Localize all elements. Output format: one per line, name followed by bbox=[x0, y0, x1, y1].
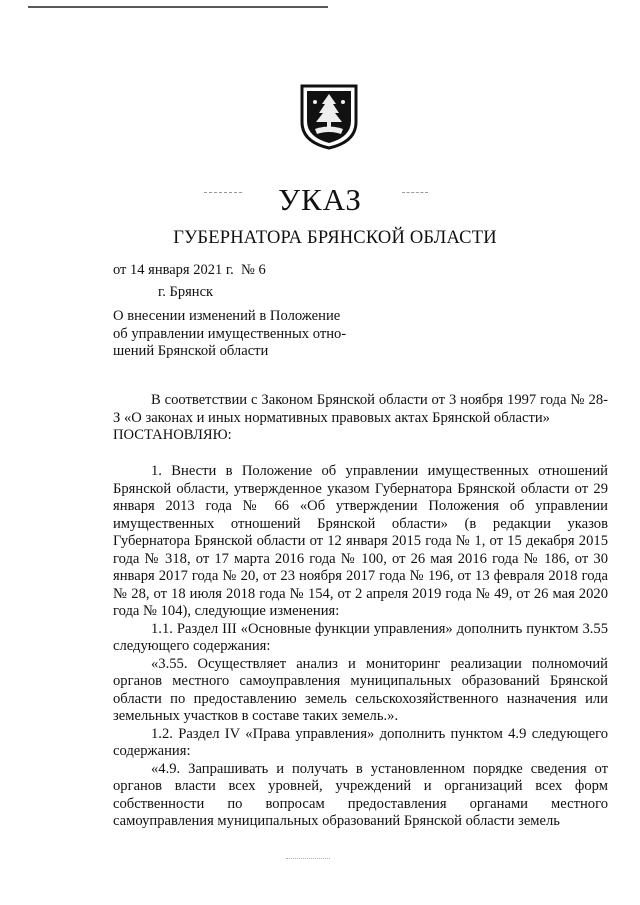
document-subject bbox=[113, 308, 373, 361]
body-paragraph: 1.1. Раздел III «Основные функции управления» дополнить пунктом 3.55 следующего содержания: bbox=[113, 620, 608, 654]
scan-mark bbox=[286, 858, 330, 859]
body-paragraph: 1. Внести в Положение об управлении имущественных отношений Брянской области, утвержденное указом Губернатора Брянской области от 29 января 2013 года № 66 «Об утверждении Положения об управлении имущественных отношений Брянской области» (в редакции указов Губернатора Брянской области от 12 января 2015 года № 1, от 15 декабря 2015 года № 318, от 17 марта 2016 года № 100, от 26 мая 2016 года № 186, от 30 января 2017 года № 20, от 23 ноября 2017 года № 196, от 13 февраля 2018 года № 28, от 18 июля 2018 года № 154, от 2 апреля 2019 года № 49, от 26 мая 2020 года № 104), следующие изменения: bbox=[113, 463, 608, 619]
top-scan-edge-line bbox=[28, 6, 328, 8]
bryansk-coat-of-arms-icon bbox=[298, 82, 360, 150]
subject-line: об управлении имущественных отно- bbox=[113, 325, 347, 342]
preamble-block bbox=[113, 392, 608, 445]
subject-line: шений Брянской области bbox=[113, 343, 269, 359]
postanovlyayu-text: ПОСТАНОВЛЯЮ: bbox=[113, 427, 232, 443]
document-subtitle: ГУБЕРНАТОРА БРЯНСКОЙ ОБЛАСТИ bbox=[173, 228, 497, 248]
preamble-text: В соответствии с Законом Брянской области от 3 ноября 1997 года № 28-З «О законах и иных нормативных правовых актах Брянской области» bbox=[113, 392, 608, 426]
subject-line: О внесении изменений в Положение bbox=[113, 308, 341, 324]
document-body bbox=[113, 463, 608, 831]
body-paragraph: 1.2. Раздел IV «Права управления» дополнить пунктом 4.9 следующего содержания: bbox=[113, 725, 608, 759]
body-paragraph: «3.55. Осуществляет анализ и мониторинг реализации полномочий органов местного самоуправления муниципальных образований Брянской области по предоставлению земель сельскохозяйственного назначения или земельных участков в составе таких земель.». bbox=[113, 655, 608, 724]
document-city: г. Брянск bbox=[158, 284, 214, 300]
document-date-number: от 14 января 2021 г. № 6 bbox=[113, 262, 266, 278]
document-title: УКАЗ bbox=[278, 182, 362, 217]
body-paragraph: «4.9. Запрашивать и получать в установленном порядке сведения от органов власти всех уровней, учреждений и организаций всех форм собственности по вопросам предоставления органами местного самоуправления муниципальных образований Брянской области земель bbox=[113, 760, 608, 829]
